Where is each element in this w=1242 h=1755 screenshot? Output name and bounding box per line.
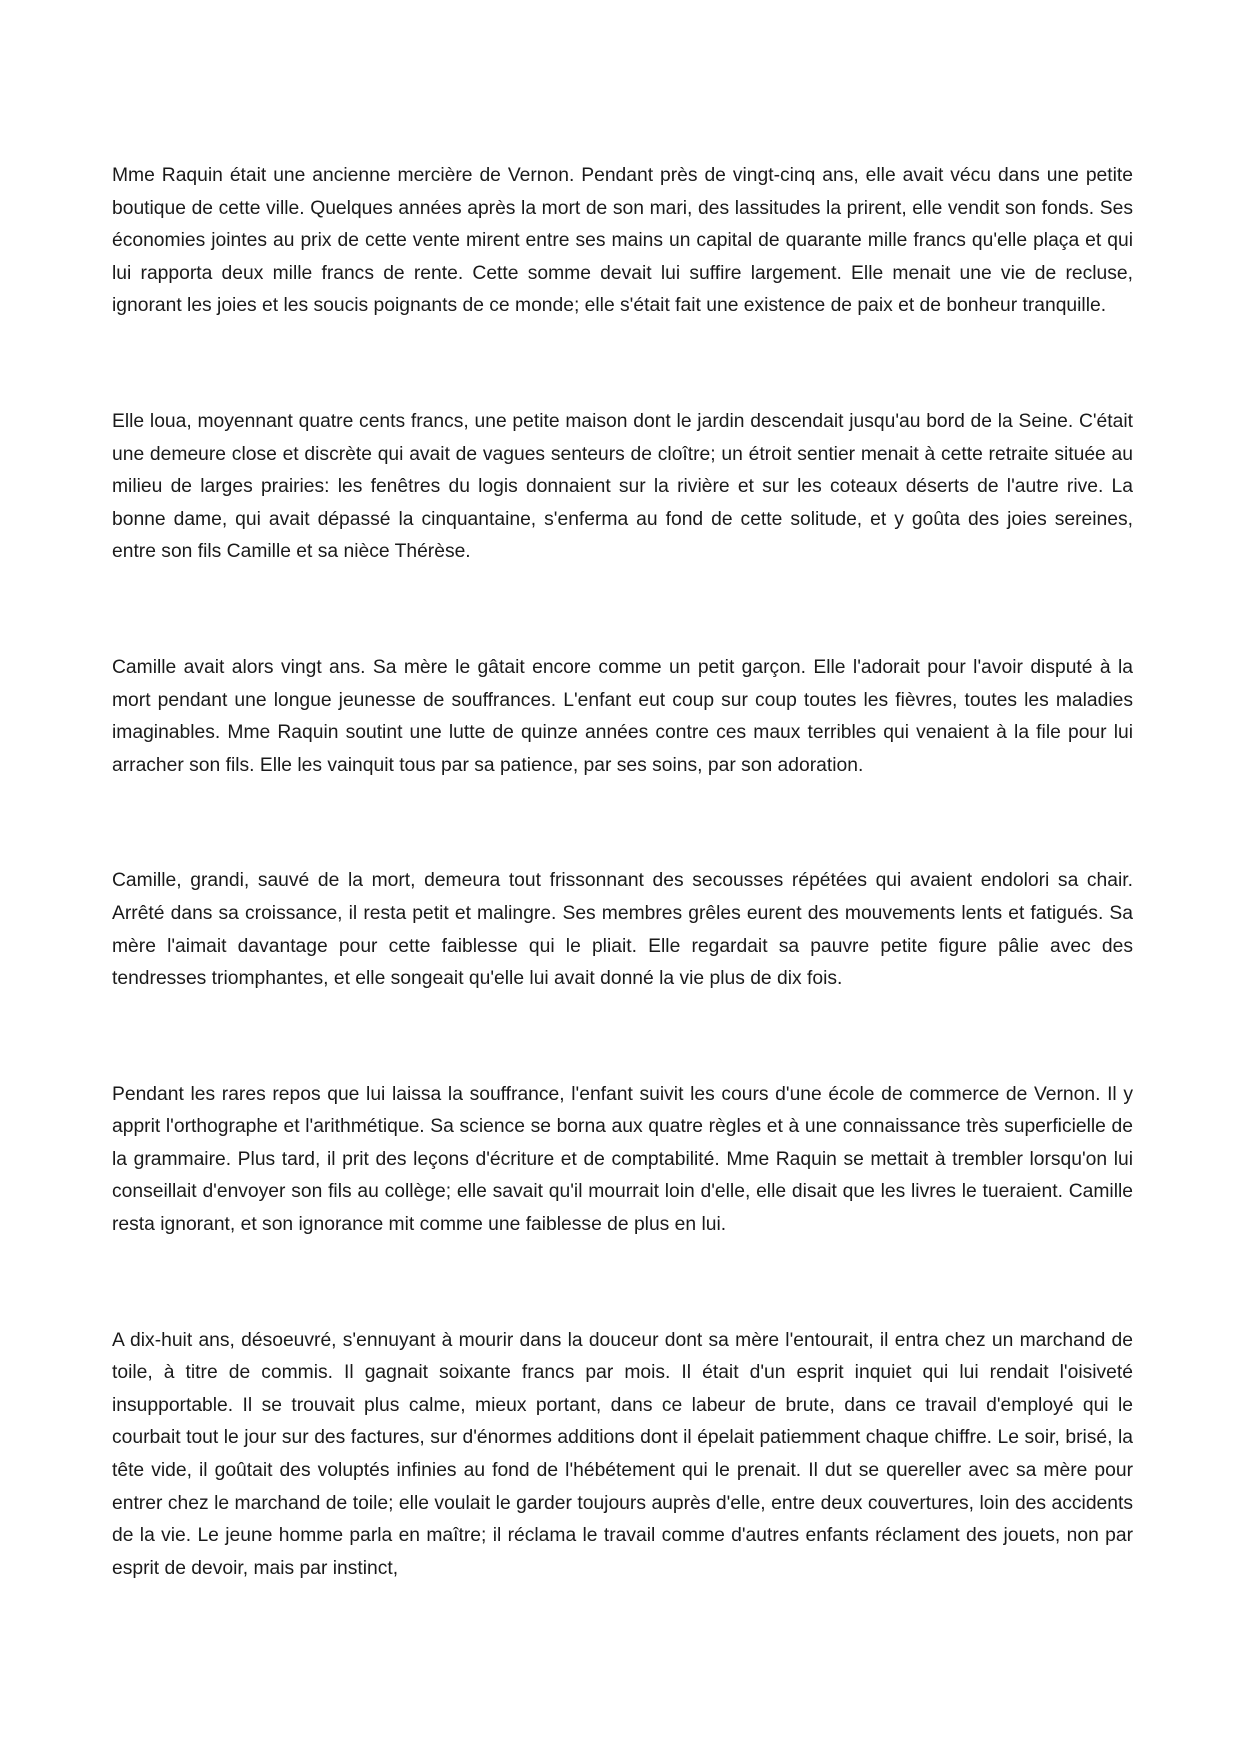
paragraph-6: A dix-huit ans, désoeuvré, s'ennuyant à mourir dans la douceur dont sa mère l'entourait, il entra chez un marchand de toile, à titre de commis. Il gagnait soixante francs par mois. Il était d'un esprit inquiet qui lui rendait l'oisiveté insupportable. Il se trouvait plus calme, mieux portant, dans ce labeur de brute, dans ce travail d'employé qui le courbait tout le jour sur des factures, sur d'énormes additions dont il épelait patiemment chaque chiffre. Le soir, brisé, la tête vide, il goûtait des voluptés infinies au fond de l'hébétement qui le prenait. Il dut se quereller avec sa mère pour entrer chez le marchand de toile; elle voulait le garder toujours auprès d'elle, entre deux couvertures, loin des accidents de la vie. Le jeune homme parla en maître; il réclama le travail comme d'autres enfants réclament des jouets, non par esprit de devoir, mais par instinct,	[112, 1329, 1133, 1579]
paragraph-1: Mme Raquin était une ancienne mercière de Vernon. Pendant près de vingt-cinq ans, elle avait vécu dans une petite boutique de cette ville. Quelques années après la mort de son mari, des lassitudes la prirent, elle vendit son fonds. Ses économies jointes au prix de cette vente mirent entre ses mains un capital de quarante mille francs qu'elle plaça et qui lui rapporta deux mille francs de rente. Cette somme devait lui suffire largement. Elle menait une vie de recluse, ignorant les joies et les soucis poignants de ce monde; elle s'était fait une existence de paix et de bonheur tranquille.	[112, 165, 1133, 317]
document-page	[112, 160, 1133, 1585]
paragraph-3: Camille avait alors vingt ans. Sa mère le gâtait encore comme un petit garçon. Elle l'adorait pour l'avoir disputé à la mort pendant une longue jeunesse de souffrances. L'enfant eut coup sur coup toutes les fièvres, toutes les maladies imaginables. Mme Raquin soutint une lutte de quinze années contre ces maux terribles qui venaient à la file pour lui arracher son fils. Elle les vainquit tous par sa patience, par ses soins, par son adoration.	[112, 656, 1133, 776]
paragraph-4: Camille, grandi, sauvé de la mort, demeura tout frissonnant des secousses répétées qui avaient endolori sa chair. Arrêté dans sa croissance, il resta petit et malingre. Ses membres grêles eurent des mouvements lents et fatigués. Sa mère l'aimait davantage pour cette faiblesse qui le pliait. Elle regardait sa pauvre petite figure pâlie avec des tendresses triomphantes, et elle songeait qu'elle lui avait donné la vie plus de dix fois.	[112, 870, 1133, 990]
paragraph-2: Elle loua, moyennant quatre cents francs, une petite maison dont le jardin descendait jusqu'au bord de la Seine. C'était une demeure close et discrète qui avait de vagues senteurs de cloître; un étroit sentier menait à cette retraite située au milieu de larges prairies: les fenêtres du logis donnaient sur la rivière et sur les coteaux déserts de l'autre rive. La bonne dame, qui avait dépassé la cinquantaine, s'enferma au fond de cette solitude, et y goûta des joies sereines, entre son fils Camille et sa nièce Thérèse.	[112, 410, 1133, 563]
paragraph-5: Pendant les rares repos que lui laissa la souffrance, l'enfant suivit les cours d'une école de commerce de Vernon. Il y apprit l'orthographe et l'arithmétique. Sa science se borna aux quatre règles et à une connaissance très superficielle de la grammaire. Plus tard, il prit des leçons d'écriture et de comptabilité. Mme Raquin se mettait à trembler lorsqu'on lui conseillait d'envoyer son fils au collège; elle savait qu'il mourrait loin d'elle, elle disait que les livres le tueraient. Camille resta ignorant, et son ignorance mit comme une faiblesse de plus en lui.	[112, 1083, 1133, 1236]
